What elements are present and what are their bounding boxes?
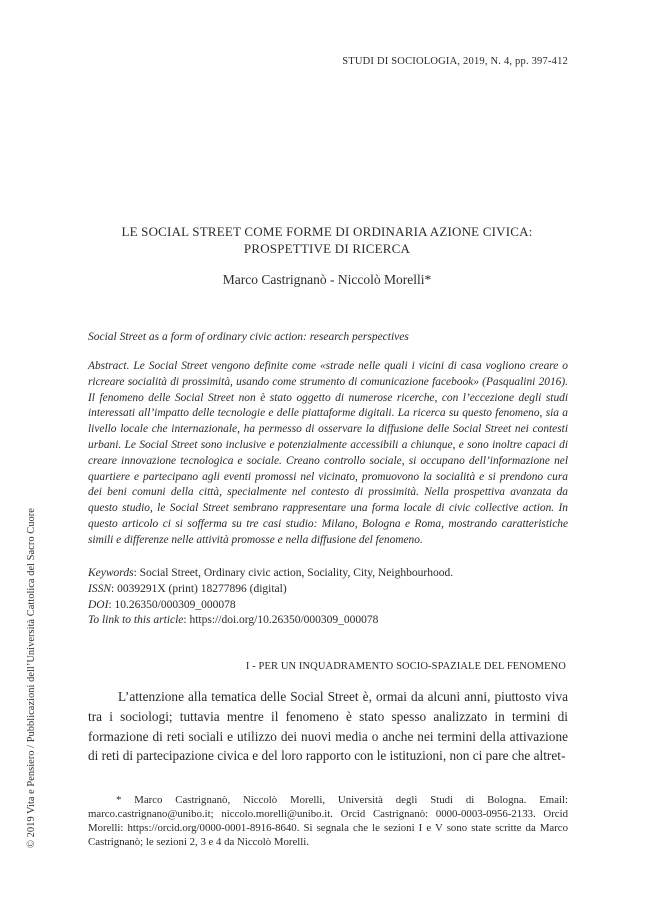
- article-metadata: [88, 566, 453, 629]
- doi-label: DOI: [88, 598, 109, 611]
- doi-line: [88, 598, 453, 614]
- english-title: Social Street as a form of ordinary civic action: research perspectives: [88, 331, 409, 343]
- link-label: To link to this article: [88, 614, 184, 627]
- doi-value: : 10.26350/000309_000078: [108, 598, 236, 611]
- article-title: LE SOCIAL STREET COME FORME DI ORDINARIA AZIONE CIVICA: PROSPETTIVE DI RICERCA: [121, 224, 533, 256]
- section-heading: I - PER UN INQUADRAMENTO SOCIO-SPAZIALE DEL FENOMENO: [245, 661, 566, 672]
- keywords-value: : Social Street, Ordinary civic action, Sociality, City, Neighbourhood.: [133, 567, 454, 579]
- abstract: Abstract. Le Social Street vengono definite come «strade nelle quali i vicini di casa vogliono creare o ricreare socialità di prossimità, usando come strumento di comunicazione facebook» (Pasqualini 2016). Il fenomeno delle Social Street non è stato oggetto di numerose ricerche, con l’eccezione degli studi interessati all’impatto delle tecnologie e delle piattaforme digitali. La ricerca su questo fenomeno, sia a livello locale che internazionale, ha permesso di osservare la diffusione delle Social Street nei contesti urbani. Le Social Street sono inclusive e potenzialmente accessibili a chiunque, e sono inoltre capaci di creare innovazione tecnologica e sociale. Creano controllo sociale, si occupano dell’informazione nel quartiere e partecipano agli eventi promossi nel vicinato, promuovono la socialità e si prendono cura dei beni comuni della città, specialmente nel contesto di prossimità. Nella prospettiva avanzata da questo studio, le Social Street sembrano rappresentare una forma locale di civic collective action. In questo articolo ci si sofferma su tre casi studio: Milano, Bologna e Roma, mostrando caratteristiche simili e differenze nelle attività promosse e nella diffusione del fenomeno.: [88, 360, 568, 546]
- body-paragraph: L’attenzione alla tematica delle Social Street è, ormai da alcuni anni, piuttosto viva tra i sociologi; tuttavia mentre il fenomeno è stato spesso analizzato in termini di formazione di reti sociali e utilizzo dei nuovi media o anche nei termini della attivazione di reti di partecipazione civica e del loro rapporto con le istituzioni, non ci pare che altret-: [88, 689, 568, 764]
- issn-label: ISSN: [88, 582, 111, 595]
- body-text: [88, 687, 568, 766]
- keywords-label: Keywords: [88, 567, 134, 579]
- link-line: [88, 613, 453, 629]
- link-value[interactable]: : https://doi.org/10.26350/000309_000078: [183, 614, 379, 627]
- running-head: STUDI DI SOCIOLOGIA, 2019, N. 4, pp. 397-412: [342, 56, 568, 67]
- keywords-line: [88, 566, 453, 582]
- article-authors: Marco Castrignanò - Niccolò Morelli*: [222, 272, 432, 287]
- issn-line: [88, 582, 453, 598]
- footnote-text: * Marco Castrignanò, Niccolò Morelli, Università degli Studi di Bologna. Email: marco.castrignano@unibo.it; niccolo.morelli@unibo.it. Orcid Castrignanò: 0000-0003-0956-2133. Orcid Morelli: https://orcid.org/0000-0001-8916-8640. Si segnala che le sezioni I e V sono state scritte da Marco Castrignanò; le sezioni 2, 3 e 4 da Niccolò Morelli.: [88, 794, 568, 848]
- issn-value: : 0039291X (print) 18277896 (digital): [111, 582, 287, 595]
- footnote: [88, 794, 568, 850]
- copyright-side-note: © 2019 Vita e Pensiero / Pubblicazioni dell’Università Cattolica del Sacro Cuore: [26, 508, 37, 848]
